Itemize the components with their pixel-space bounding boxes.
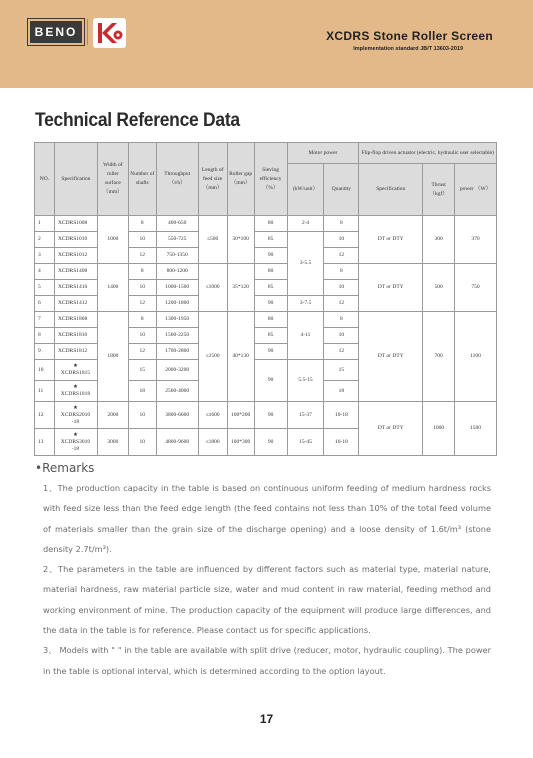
cell-qty: 15 bbox=[324, 360, 359, 381]
logo-divider bbox=[87, 19, 88, 45]
cell-gap: 30*100 bbox=[227, 216, 254, 264]
cell-act-spec: DT or DTY bbox=[359, 402, 423, 456]
cell-power: 1100 bbox=[455, 312, 497, 402]
cell-no: 11 bbox=[35, 381, 55, 402]
cell-throughput: 1300-1950 bbox=[156, 312, 198, 328]
cell-shafts: 8 bbox=[128, 216, 156, 232]
cell-efficiency: 90 bbox=[254, 248, 287, 264]
cell-act-spec: DT or DTY bbox=[359, 264, 423, 312]
cell-shafts: 10 bbox=[128, 280, 156, 296]
cell-no: 10 bbox=[35, 360, 55, 381]
cell-throughput: 3800-6600 bbox=[156, 402, 198, 429]
cell-no: 8 bbox=[35, 328, 55, 344]
table-row bbox=[35, 312, 497, 328]
cell-gap: 100*200 bbox=[227, 402, 254, 429]
cell-spec-name: XCDRS1815 bbox=[60, 370, 91, 376]
header-power: power （W） bbox=[455, 164, 497, 216]
cell-spec: XCDRS1808 bbox=[54, 312, 97, 328]
cell-efficiency: 90 bbox=[254, 344, 287, 360]
header-specification: Specification bbox=[54, 143, 97, 216]
cell-width: 2000 bbox=[97, 402, 128, 429]
header-roller-gap: Roller gap （mm） bbox=[227, 143, 254, 216]
cell-gap: 40*130 bbox=[227, 312, 254, 402]
cell-throughput: 750-1350 bbox=[156, 248, 198, 264]
table-row bbox=[35, 402, 497, 429]
split-drive-star-icon: ★ bbox=[72, 384, 78, 390]
cell-no: 13 bbox=[35, 429, 55, 456]
cell-spec-name: XCDRS2010 bbox=[60, 411, 91, 418]
cell-kw: 4-11 bbox=[287, 312, 324, 360]
split-drive-star-icon: ★ bbox=[72, 431, 78, 438]
header-motor-power: Motor power bbox=[287, 143, 359, 164]
cell-shafts: 12 bbox=[128, 296, 156, 312]
cell-width: 1000 bbox=[97, 216, 128, 264]
cell-thrust: 1000 bbox=[423, 402, 455, 456]
k-logo-icon bbox=[96, 21, 124, 45]
header-throughput: Throughput （t/h） bbox=[156, 143, 198, 216]
cell-no: 7 bbox=[35, 312, 55, 328]
remark-2: 2、The parameters in the table are influenced by different factors such as material type, material nature, material hardness, raw material particle size, water and mud content in raw material, feeding method and working environment of mine. The production capacity of the equipment will produce large differences, and the data in the table is for reference. Please contact us for specific applications. bbox=[43, 564, 491, 636]
cell-spec-name: XCDRS3010 bbox=[60, 438, 91, 445]
cell-thrust: 300 bbox=[423, 216, 455, 264]
cell-qty: 10-18 bbox=[324, 429, 359, 456]
cell-spec: XCDRS1412 bbox=[54, 296, 97, 312]
cell-no: 2 bbox=[35, 232, 55, 248]
cell-efficiency: 90 bbox=[254, 429, 287, 456]
cell-gap: 100*300 bbox=[227, 429, 254, 456]
cell-no: 9 bbox=[35, 344, 55, 360]
cell-spec: XCDRS1010 bbox=[54, 232, 97, 248]
cell-qty: 10 bbox=[324, 328, 359, 344]
cell-no: 3 bbox=[35, 248, 55, 264]
header-thrust: Thrust （kgf） bbox=[423, 164, 455, 216]
cell-shafts: 15 bbox=[128, 360, 156, 381]
cell-shafts: 10 bbox=[128, 328, 156, 344]
split-drive-star-icon: ★ bbox=[72, 404, 78, 411]
table-row bbox=[35, 264, 497, 280]
cell-shafts: 8 bbox=[128, 264, 156, 280]
page-number: 17 bbox=[259, 712, 274, 726]
header-feed-length: Length of feed size （mm） bbox=[198, 143, 227, 216]
cell-no: 4 bbox=[35, 264, 55, 280]
cell-efficiency: 85 bbox=[254, 232, 287, 248]
cell-efficiency: 80 bbox=[254, 216, 287, 232]
cell-thrust: 500 bbox=[423, 264, 455, 312]
cell-throughput: 1200-1800 bbox=[156, 296, 198, 312]
cell-spec bbox=[54, 381, 97, 402]
cell-qty: 12 bbox=[324, 248, 359, 264]
cell-power: 1500 bbox=[455, 402, 497, 456]
cell-thrust: 700 bbox=[423, 312, 455, 402]
cell-kw: 2-4 bbox=[287, 216, 324, 232]
cell-act-spec: DT or DTY bbox=[359, 312, 423, 402]
cell-power: 370 bbox=[455, 216, 497, 264]
cell-no: 5 bbox=[35, 280, 55, 296]
cell-throughput: 550-725 bbox=[156, 232, 198, 248]
cell-kw: 5.5-15 bbox=[287, 360, 324, 402]
table-row bbox=[35, 216, 497, 232]
header-shafts: Number of shafts bbox=[128, 143, 156, 216]
cell-throughput: 4800-9600 bbox=[156, 429, 198, 456]
cell-no: 12 bbox=[35, 402, 55, 429]
cell-throughput: 2000-3200 bbox=[156, 360, 198, 381]
standard-text: Implementation standard JB/T 13603-2019 bbox=[353, 46, 463, 52]
cell-spec: XCDRS1012 bbox=[54, 248, 97, 264]
header-kw-unit: (kW/unit） bbox=[287, 164, 324, 216]
cell-qty: 8 bbox=[324, 216, 359, 232]
cell-throughput: 800-1200 bbox=[156, 264, 198, 280]
cell-throughput: 2500-4000 bbox=[156, 381, 198, 402]
cell-spec bbox=[54, 429, 97, 456]
cell-width: 1800 bbox=[97, 312, 128, 402]
cell-kw: 15-45 bbox=[287, 429, 324, 456]
product-title: XCDRS Stone Roller Screen bbox=[326, 29, 493, 43]
cell-spec-suffix: -18 bbox=[71, 445, 80, 452]
cell-efficiency: 85 bbox=[254, 280, 287, 296]
remarks-title: •Remarks bbox=[35, 461, 95, 475]
cell-feed: ≤1000 bbox=[198, 264, 227, 312]
split-drive-star-icon: ★ bbox=[72, 363, 78, 369]
cell-spec-suffix: -18 bbox=[71, 418, 80, 425]
cell-spec: XCDRS1812 bbox=[54, 344, 97, 360]
cell-feed: ≤500 bbox=[198, 216, 227, 264]
cell-qty: 10 bbox=[324, 232, 359, 248]
cell-width: 3000 bbox=[97, 429, 128, 456]
cell-no: 6 bbox=[35, 296, 55, 312]
cell-qty: 12 bbox=[324, 296, 359, 312]
cell-throughput: 1700-2800 bbox=[156, 344, 198, 360]
cell-efficiency: 80 bbox=[254, 312, 287, 328]
cell-shafts: 10 bbox=[128, 402, 156, 429]
remark-3: 3、 Models with " " in the table are available with split drive (reducer, motor, hydraulic coupling). The power in the table is optional interval, which is determined according to the option layout. bbox=[43, 645, 491, 676]
cell-kw: 3-7.5 bbox=[287, 296, 324, 312]
k-logo bbox=[93, 18, 126, 48]
cell-shafts: 12 bbox=[128, 344, 156, 360]
cell-power: 750 bbox=[455, 264, 497, 312]
cell-efficiency: 90 bbox=[254, 402, 287, 429]
cell-feed: ≤1800 bbox=[198, 429, 227, 456]
header-quantity: Quantity bbox=[324, 164, 359, 216]
cell-qty: 18 bbox=[324, 381, 359, 402]
cell-qty: 12 bbox=[324, 344, 359, 360]
remark-1: 1、The production capacity in the table is based on continuous uniform feeding of medium hardness rocks with feed size less than the feed edge length (the feed contains not less than 10% of the total feed volume of materials smaller than the grain size of the discharge opening) and a loose density of 1.6t/m³ (stone density 2.7t/m³). bbox=[43, 483, 491, 554]
cell-spec: XCDRS1408 bbox=[54, 264, 97, 280]
cell-kw: 15-37 bbox=[287, 402, 324, 429]
cell-spec: XCDRS1008 bbox=[54, 216, 97, 232]
cell-efficiency: 80 bbox=[254, 264, 287, 280]
remarks-body bbox=[43, 478, 491, 681]
cell-qty: 8 bbox=[324, 264, 359, 280]
cell-efficiency: 90 bbox=[254, 360, 287, 402]
cell-throughput: 1500-2250 bbox=[156, 328, 198, 344]
cell-throughput: 400-650 bbox=[156, 216, 198, 232]
cell-qty: 8 bbox=[324, 312, 359, 328]
cell-no: 1 bbox=[35, 216, 55, 232]
header-width: Width of roller surface （mm） bbox=[97, 143, 128, 216]
cell-kw: 3-5.5 bbox=[287, 232, 324, 296]
cell-feed: ≤1600 bbox=[198, 402, 227, 429]
header-efficiency: Sieving efficiency （%） bbox=[254, 143, 287, 216]
cell-throughput: 1000-1500 bbox=[156, 280, 198, 296]
cell-gap: 35*120 bbox=[227, 264, 254, 312]
header-act-spec: Specification bbox=[359, 164, 423, 216]
cell-shafts: 18 bbox=[128, 381, 156, 402]
cell-qty: 10 bbox=[324, 280, 359, 296]
cell-spec: XCDRS1810 bbox=[54, 328, 97, 344]
beno-logo: BENO bbox=[28, 19, 84, 45]
table-header-row bbox=[35, 143, 497, 164]
cell-act-spec: DT or DTY bbox=[359, 216, 423, 264]
cell-spec-name: XCDRS1818 bbox=[60, 391, 91, 397]
cell-shafts: 8 bbox=[128, 312, 156, 328]
cell-shafts: 12 bbox=[128, 248, 156, 264]
cell-spec bbox=[54, 360, 97, 381]
header-no: NO. bbox=[35, 143, 55, 216]
cell-shafts: 10 bbox=[128, 429, 156, 456]
cell-width: 1400 bbox=[97, 264, 128, 312]
cell-efficiency: 90 bbox=[254, 296, 287, 312]
technical-data-table bbox=[34, 142, 497, 456]
cell-feed: ≤1500 bbox=[198, 312, 227, 402]
section-title: Technical Reference Data bbox=[35, 110, 240, 131]
cell-qty: 10-18 bbox=[324, 402, 359, 429]
cell-shafts: 10 bbox=[128, 232, 156, 248]
cell-efficiency: 85 bbox=[254, 328, 287, 344]
header-actuator: Flip-flop driven actuator (electric, hydraulic user selectable) bbox=[359, 143, 497, 164]
cell-spec: XCDRS1410 bbox=[54, 280, 97, 296]
cell-spec bbox=[54, 402, 97, 429]
